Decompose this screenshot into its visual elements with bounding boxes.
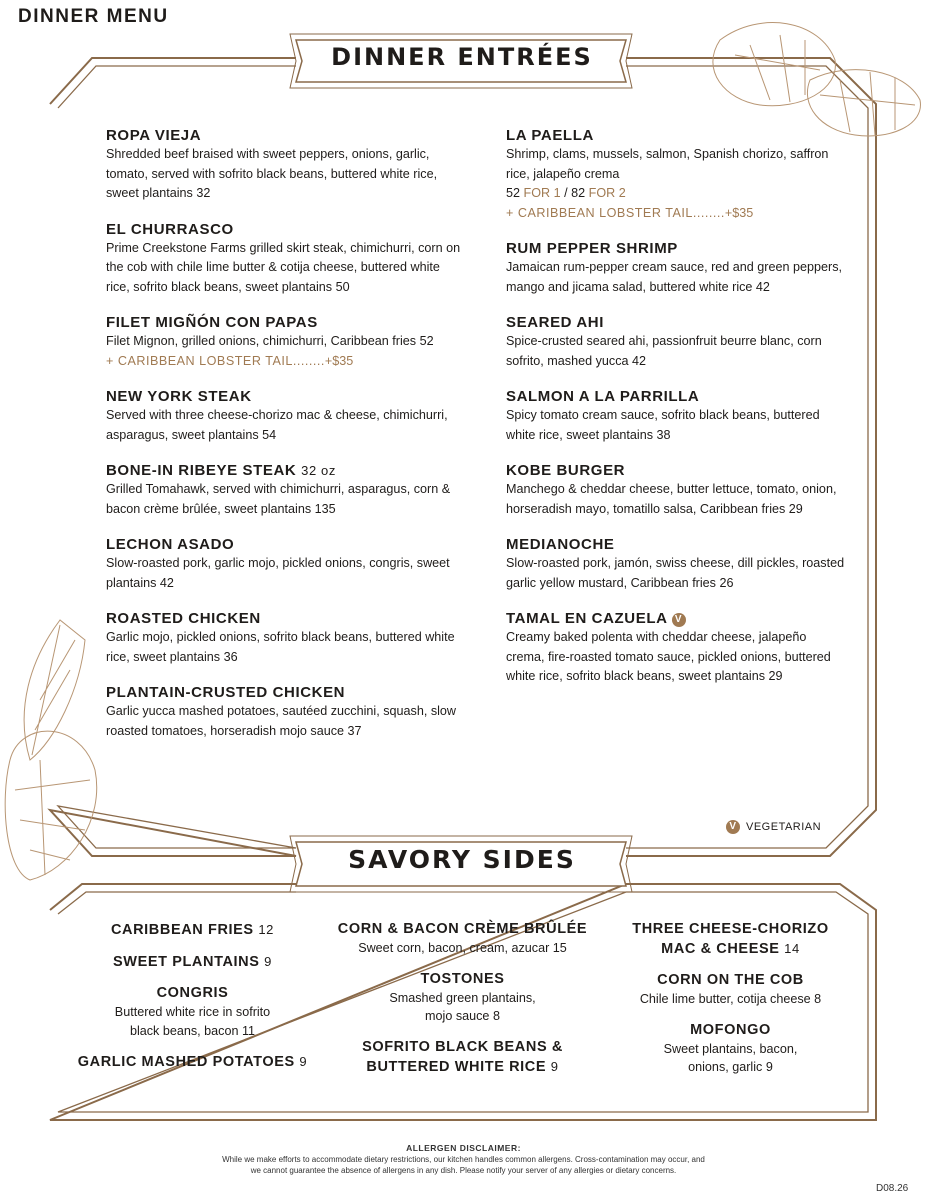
disclaimer-line: While we make efforts to accommodate dietary restrictions, our kitchen handles common allergens. Cross-contamination may occur, and <box>222 1155 705 1164</box>
dish-description: Spicy tomato cream sauce, sofrito black beans, buttered white rice, sweet plantains <box>506 408 820 442</box>
side-description: Sweet corn, bacon, cream, azucar <box>358 941 550 955</box>
dish-name: LA PAELLA <box>506 127 594 144</box>
dish-description: Shredded beef braised with sweet peppers, onions, garlic, tomato, served with sofrito black beans, buttered white rice, sweet plantains <box>106 147 438 200</box>
dish-price: 37 <box>347 723 362 738</box>
side-item <box>608 1021 853 1077</box>
dish-name: SALMON A LA PARRILLA <box>506 388 700 405</box>
dish-description: Shrimp, clams, mussels, salmon, Spanish chorizo, saffron rice, jalapeño crema <box>506 147 829 181</box>
dish-price: 54 <box>262 427 277 442</box>
dish-name: KOBE BURGER <box>506 462 626 479</box>
addon-label: + CARIBBEAN LOBSTER TAIL........ <box>506 205 725 220</box>
dish-name: ROASTED CHICKEN <box>106 610 261 627</box>
dish-price: 82 <box>571 186 586 200</box>
entrees-left-column <box>106 127 461 758</box>
side-name: GARLIC MASHED POTATOES <box>77 1054 295 1070</box>
side-price: 8 <box>492 1009 500 1023</box>
side-name: MOFONGO <box>690 1021 771 1038</box>
addon-price: +$35 <box>324 353 354 368</box>
dish-price: 42 <box>632 353 647 368</box>
dish-price: 135 <box>314 501 336 516</box>
dish-description: Slow-roasted pork, garlic mojo, pickled onions, congris, sweet plantains <box>106 556 450 590</box>
sides-right-column <box>608 920 853 1089</box>
vegetarian-icon: V <box>672 613 686 627</box>
menu-item <box>106 221 461 298</box>
dish-name: RUM PEPPER SHRIMP <box>506 240 678 257</box>
entrees-right-column <box>506 127 846 704</box>
side-price: 12 <box>258 922 275 937</box>
side-price: 9 <box>299 1054 308 1069</box>
side-item <box>330 1038 595 1077</box>
side-item <box>70 952 315 972</box>
dish-name: ROPA VIEJA <box>106 127 202 144</box>
side-description: Chile lime butter, cotija cheese <box>639 992 811 1006</box>
side-price: 9 <box>550 1058 559 1074</box>
sides-left-column <box>70 920 315 1084</box>
addon-price: +$35 <box>724 205 754 220</box>
dish-description: Creamy baked polenta with cheddar cheese, jalapeño crema, fire-roasted tomato sauce, pickled onions, buttered white rice, sofrito black beans, sweet plantains <box>506 630 831 683</box>
side-price: 11 <box>241 1023 256 1038</box>
dish-description: Filet Mignon, grilled onions, chimichurri, Caribbean fries <box>106 334 417 348</box>
dish-price: 52 <box>419 334 434 348</box>
vegetarian-icon: V <box>726 820 740 834</box>
dish-name: MEDIANOCHE <box>506 536 615 553</box>
dish-name: PLANTAIN-CRUSTED CHICKEN <box>106 684 346 701</box>
dish-name: BONE-IN RIBEYE STEAK <box>106 462 297 479</box>
menu-item <box>106 610 461 667</box>
side-item <box>608 920 853 959</box>
side-name: TOSTONES <box>420 970 505 987</box>
serving-label: FOR 2 <box>588 186 626 200</box>
lobster-addon <box>106 352 461 372</box>
leaf-illustration-top-right <box>713 23 921 136</box>
sides-middle-column <box>330 920 595 1089</box>
allergen-disclaimer <box>150 1143 777 1176</box>
dish-size: 32 oz <box>301 463 336 478</box>
side-item <box>70 1052 315 1072</box>
dish-description: Served with three cheese-chorizo mac & cheese, chimichurri, asparagus, sweet plantains <box>106 408 448 442</box>
addon-label: + CARIBBEAN LOBSTER TAIL........ <box>106 353 325 368</box>
side-item <box>70 984 315 1040</box>
dish-name: SEARED AHI <box>506 314 604 331</box>
dish-name: NEW YORK STEAK <box>106 388 252 405</box>
paella-pricing <box>506 184 846 204</box>
dish-price: 36 <box>223 649 238 664</box>
menu-item <box>506 536 846 593</box>
dish-price: 32 <box>196 186 211 200</box>
dish-price: 42 <box>159 575 174 590</box>
side-description: Smashed green plantains, mojo sauce <box>389 990 536 1023</box>
menu-item <box>106 684 461 741</box>
menu-item <box>506 388 846 445</box>
side-price: 8 <box>814 992 822 1006</box>
menu-item <box>506 240 846 297</box>
dish-name: LECHON ASADO <box>106 536 235 553</box>
menu-item <box>506 610 846 687</box>
side-name: CORN ON THE COB <box>657 972 804 988</box>
dish-name: EL CHURRASCO <box>106 220 234 238</box>
menu-item <box>106 388 461 445</box>
dish-description: Prime Creekstone Farms grilled skirt steak, chimichurri, corn on the cob with chile lime butter & cotija cheese, buttered white rice, sofrito black beans, sweet plantains <box>106 240 461 294</box>
dish-price: 50 <box>335 279 350 294</box>
side-price: 14 <box>784 941 800 956</box>
menu-item <box>106 536 461 593</box>
lobster-addon <box>506 204 846 224</box>
side-price: 9 <box>765 1060 773 1074</box>
side-name: CARIBBEAN FRIES <box>110 922 254 938</box>
menu-item <box>106 314 461 371</box>
dish-price: 38 <box>656 427 671 442</box>
vegetarian-label: VEGETARIAN <box>746 821 822 833</box>
side-item <box>608 971 853 1009</box>
dish-price: 42 <box>755 279 770 294</box>
side-name: SOFRITO BLACK BEANS & BUTTERED WHITE RICE <box>362 1038 563 1075</box>
dish-description: Manchego & cheddar cheese, butter lettuce, tomato, onion, horseradish mayo, tomatillo salsa, Caribbean fries <box>506 482 837 516</box>
disclaimer-line: we cannot guarantee the absence of allergens in any dish. Please notify your server of any allergies or dietary concerns. <box>250 1166 677 1175</box>
side-item <box>330 970 595 1026</box>
menu-item <box>506 314 846 371</box>
menu-item <box>506 127 846 223</box>
side-item <box>330 920 595 958</box>
document-code: D08.26 <box>876 1183 909 1194</box>
disclaimer-title: ALLERGEN DISCLAIMER: <box>406 1143 521 1153</box>
vegetarian-legend <box>726 820 821 834</box>
side-description: Buttered white rice in sofrito black beans, bacon <box>114 1005 271 1038</box>
menu-item <box>506 462 846 519</box>
side-price: 9 <box>264 954 272 969</box>
side-item <box>70 920 315 940</box>
serving-label: FOR 1 <box>523 186 561 200</box>
leaf-illustration-left <box>5 620 97 880</box>
dish-description: Grilled Tomahawk, served with chimichurri, asparagus, corn & bacon crème brûlée, sweet plantains <box>106 482 451 516</box>
dish-description: Slow-roasted pork, jamón, swiss cheese, dill pickles, roasted garlic yellow mustard, Caribbean fries <box>506 556 845 590</box>
side-price: 15 <box>552 941 567 955</box>
dish-name: TAMAL EN CAZUELA <box>506 610 668 627</box>
dish-description: Garlic mojo, pickled onions, sofrito black beans, buttered white rice, sweet plantains <box>106 630 455 664</box>
page-title: DINNER MENU <box>18 6 169 27</box>
side-description: Sweet plantains, bacon, onions, garlic <box>663 1041 798 1074</box>
dish-description: Jamaican rum-pepper cream sauce, red and green peppers, mango and jicama salad, buttered white rice <box>506 260 843 294</box>
sides-heading: SAVORY SIDES <box>348 845 576 874</box>
dish-price: 26 <box>719 575 734 590</box>
menu-item <box>106 462 461 519</box>
side-name: CORN & BACON CRÈME BRÛLÉE <box>337 921 588 937</box>
price-separator: / <box>564 186 568 200</box>
dish-name: FILET MIGÑÓN CON PAPAS <box>106 314 318 331</box>
entrees-heading: DINNER ENTRÉES <box>331 43 593 71</box>
side-name: CONGRIS <box>156 985 229 1001</box>
menu-item <box>106 127 461 204</box>
dish-description: Spice-crusted seared ahi, passionfruit beurre blanc, corn sofrito, mashed yucca <box>506 334 822 368</box>
side-name: SWEET PLANTAINS <box>113 954 260 970</box>
side-name: THREE CHEESE-CHORIZO MAC & CHEESE <box>632 921 829 957</box>
dish-description: Garlic yucca mashed potatoes, sautéed zucchini, squash, slow roasted tomatoes, horseradish mojo sauce <box>106 704 457 738</box>
dish-price: 52 <box>506 186 521 200</box>
dish-price: 29 <box>768 669 783 683</box>
dish-price: 29 <box>788 501 803 516</box>
